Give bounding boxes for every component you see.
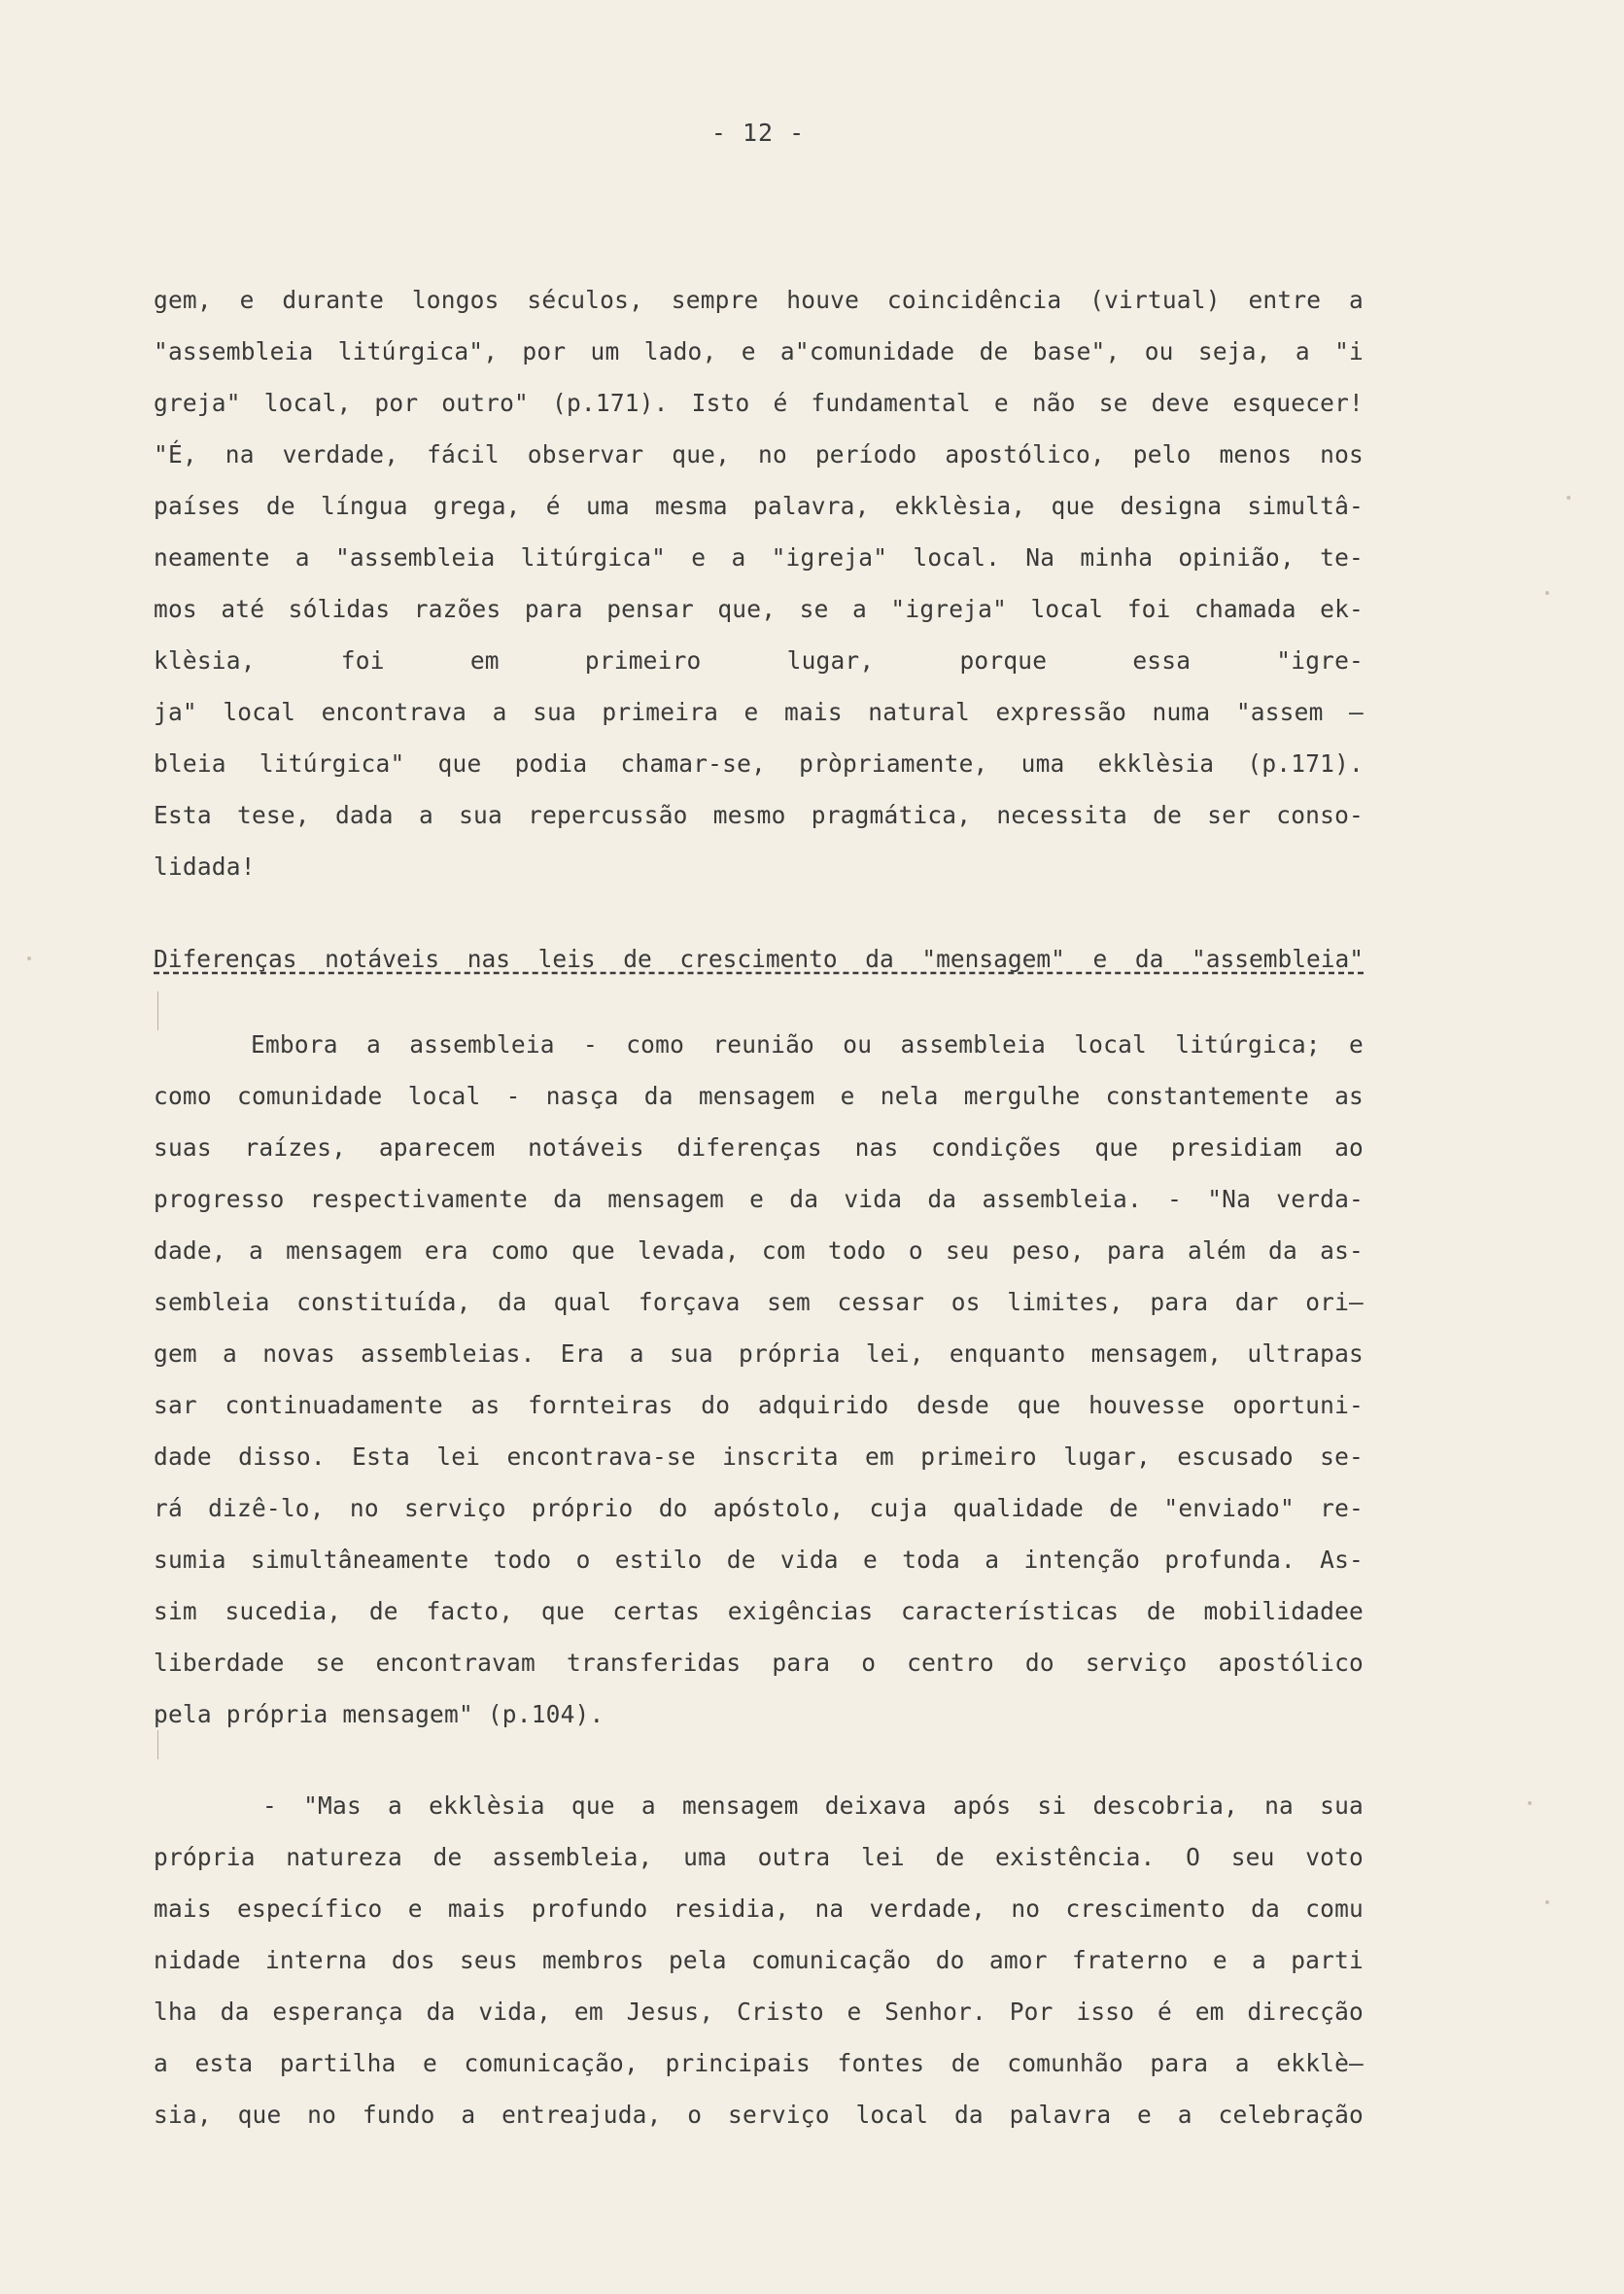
text-line: "assembleia litúrgica", por um lado, e a"comunidade de base", ou seja, a "i	[154, 337, 1364, 365]
text-line: dade, a mensagem era como que levada, com todo o seu peso, para além da as-	[154, 1236, 1364, 1265]
text-line: Embora a assembleia - como reunião ou assembleia local litúrgica; e	[251, 1030, 1364, 1059]
page-number: - 12 -	[710, 119, 806, 147]
margin-tick	[157, 991, 158, 1030]
text-line: greja" local, por outro" (p.171). Isto é fundamental e não se deve esquecer!	[154, 389, 1364, 417]
text-line: ja" local encontrava a sua primeira e mais natural expressão numa "assem —	[154, 698, 1364, 726]
text-line: suas raízes, aparecem notáveis diferenças nas condições que presidiam ao	[154, 1133, 1364, 1162]
text-line: sembleia constituída, da qual forçava sem cessar os limites, para dar ori—	[154, 1288, 1364, 1316]
text-line: gem a novas assembleias. Era a sua própria lei, enquanto mensagem, ultrapas	[154, 1339, 1364, 1368]
text-line: a esta partilha e comunicação, principais fontes de comunhão para a ekklè—	[154, 2049, 1364, 2077]
section-heading: Diferenças notáveis nas leis de crescimento da "mensagem" e da "assembleia"	[154, 945, 1364, 973]
text-line: Esta tese, dada a sua repercussão mesmo pragmática, necessita de ser conso-	[154, 801, 1364, 829]
text-line: sim sucedia, de facto, que certas exigências características de mobilidadee	[154, 1597, 1364, 1625]
text-line: própria natureza de assembleia, uma outra lei de existência. O seu voto	[154, 1843, 1364, 1871]
margin-tick	[157, 1730, 158, 1759]
text-line: lha da esperança da vida, em Jesus, Cristo e Senhor. Por isso é em direcção	[154, 1998, 1364, 2026]
text-line: mos até sólidas razões para pensar que, se a "igreja" local foi chamada ek-	[154, 595, 1364, 623]
paper-speck	[1545, 591, 1549, 595]
text-line: bleia litúrgica" que podia chamar-se, pròpriamente, uma ekklèsia (p.171).	[154, 749, 1364, 778]
text-line: sar continuadamente as fornteiras do adquirido desde que houvesse oportuni-	[154, 1391, 1364, 1419]
text-line: liberdade se encontravam transferidas para o centro do serviço apostólico	[154, 1649, 1364, 1677]
text-line: sia, que no fundo a entreajuda, o serviço local da palavra e a celebração	[154, 2101, 1364, 2129]
text-line: países de língua grega, é uma mesma palavra, ekklèsia, que designa simultâ-	[154, 492, 1364, 520]
text-line: pela própria mensagem" (p.104).	[154, 1700, 605, 1728]
text-line: neamente a "assembleia litúrgica" e a "igreja" local. Na minha opinião, te-	[154, 543, 1364, 572]
text-line: klèsia, foi em primeiro lugar, porque essa "igre-	[154, 646, 1364, 675]
paper-speck	[27, 956, 31, 960]
text-line: rá dizê-lo, no serviço próprio do apóstolo, cuja qualidade de "enviado" re-	[154, 1494, 1364, 1522]
text-line: gem, e durante longos séculos, sempre houve coincidência (virtual) entre a	[154, 286, 1364, 314]
text-line: dade disso. Esta lei encontrava-se inscrita em primeiro lugar, escusado se-	[154, 1442, 1364, 1471]
text-line: nidade interna dos seus membros pela comunicação do amor fraterno e a parti	[154, 1946, 1364, 1974]
paper-speck	[1545, 1900, 1549, 1904]
text-line: mais específico e mais profundo residia, na verdade, no crescimento da comu	[154, 1894, 1364, 1923]
text-line: lidada!	[154, 852, 256, 881]
text-line: - "Mas a ekklèsia que a mensagem deixava após si descobria, na sua	[262, 1791, 1364, 1820]
paper-speck	[1567, 496, 1571, 500]
text-line: "É, na verdade, fácil observar que, no período apostólico, pelo menos nos	[154, 440, 1364, 469]
text-line: progresso respectivamente da mensagem e da vida da assembleia. - "Na verda-	[154, 1185, 1364, 1213]
text-line: como comunidade local - nasça da mensagem e nela mergulhe constantemente as	[154, 1082, 1364, 1110]
paper-speck	[1528, 1801, 1532, 1805]
text-line: sumia simultâneamente todo o estilo de vida e toda a intenção profunda. As-	[154, 1546, 1364, 1574]
